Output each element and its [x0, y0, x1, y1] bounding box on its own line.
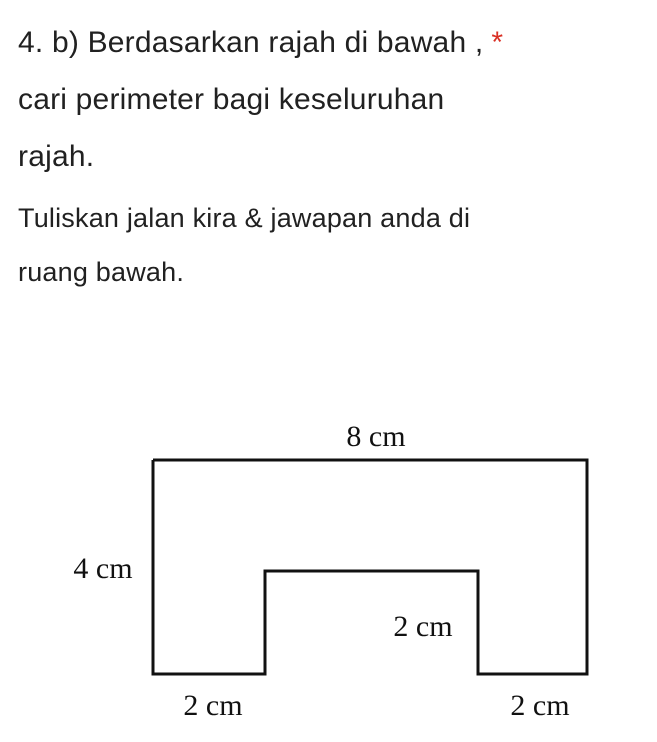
question-title-line-3: rajah.: [18, 140, 95, 173]
question-title-line-2: cari perimeter bagi keseluruhan: [18, 83, 445, 116]
label-top-length: 8 cm: [346, 420, 406, 453]
label-inner-height: 2 cm: [393, 610, 453, 643]
question-description: [18, 191, 648, 299]
question-title-text-1: 4. b) Berdasarkan rajah di bawah ,: [18, 26, 484, 59]
shape-diagram: [0, 400, 657, 742]
label-bottom-right-width: 2 cm: [510, 689, 570, 722]
question-description-line-1: Tuliskan jalan kira & jawapan anda di: [18, 203, 471, 233]
label-bottom-left-width: 2 cm: [183, 689, 243, 722]
question-description-line-2: ruang bawah.: [18, 257, 185, 287]
shape-outline: [153, 460, 587, 674]
question-title: [18, 14, 648, 185]
required-asterisk: *: [491, 26, 504, 59]
question-title-line-1: [18, 14, 648, 71]
label-left-height: 4 cm: [73, 552, 133, 585]
shape-figure: [0, 400, 657, 742]
question-block: [18, 14, 648, 299]
